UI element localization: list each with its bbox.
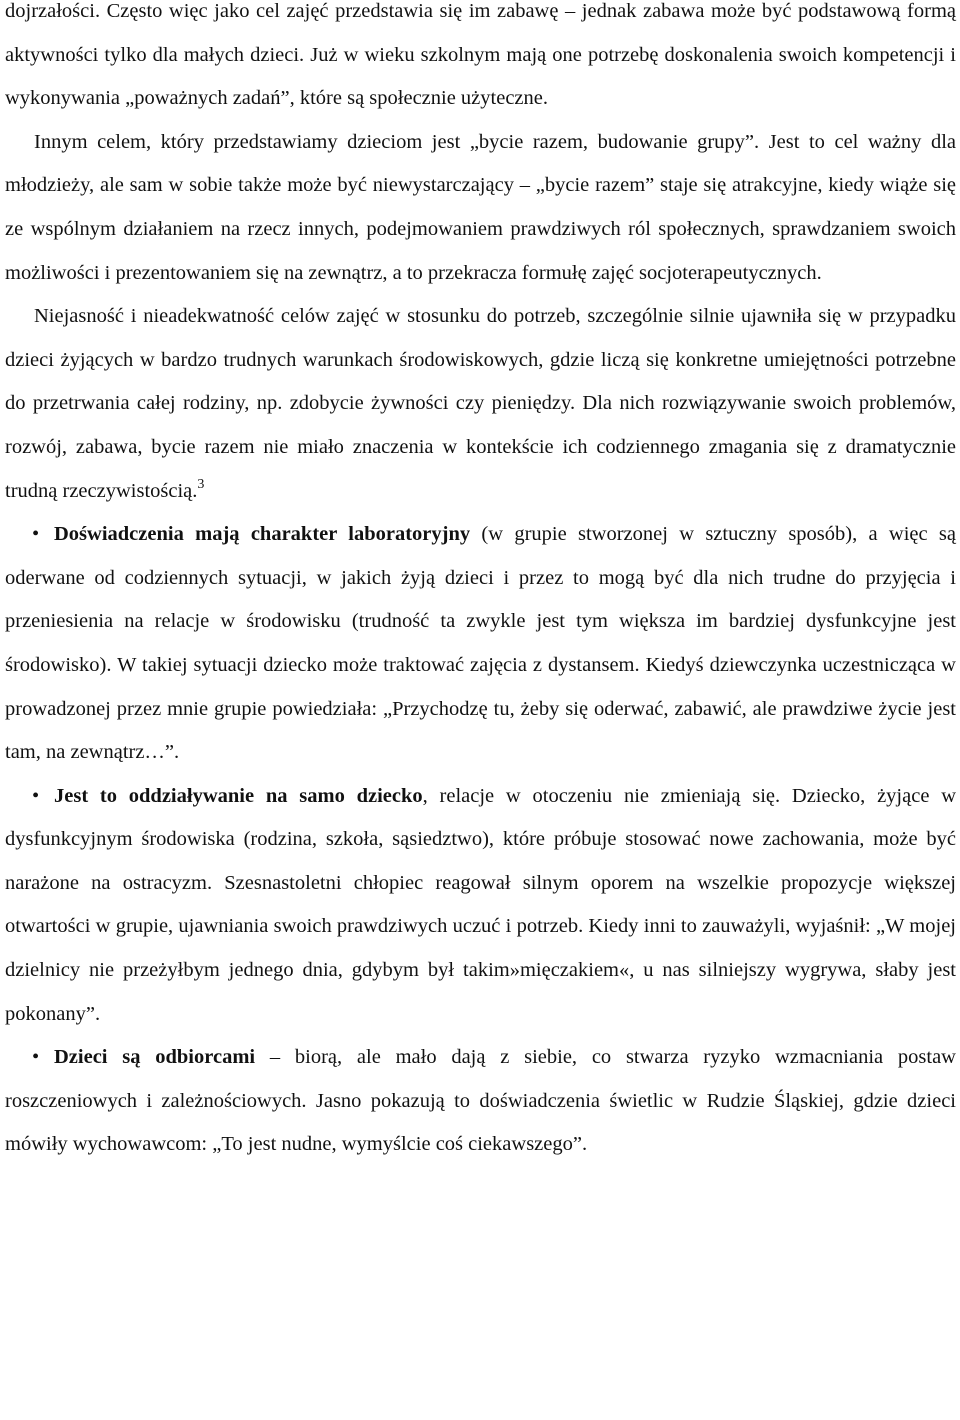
paragraph-goal-inadequacy: [5, 295, 956, 513]
bullet-item-recipients-text: – biorą, ale mało dają z siebie, co stwarza ryzyko wzmacniania postaw roszczeniowych i zależnościowych. Jasno pokazują to doświadczenia świetlic w Rudzie Śląskiej, gdzie dzieci mówiły wychowawcom: „To jest nudne, wymyślcie coś ciekawszego”.: [5, 1046, 956, 1156]
paragraph-continuation: dojrzałości. Często więc jako cel zajęć przedstawia się im zabawę – jednak zabawa może być podstawową formą aktywności tylko dla małych dzieci. Już w wieku szkolnym mają one potrzebę doskonalenia swoich kompetencji i wykonywania „poważnych zadań”, które są społecznie użyteczne.: [5, 0, 956, 110]
bullet-item-child-only: [5, 775, 956, 1037]
bullet-item-recipients-heading: Dzieci są odbiorcami: [54, 1046, 256, 1069]
bullet-item-laboratory-text: (w grupie stworzonej w sztuczny sposób), a więc są oderwane od codziennych sytuacji, w jakich żyją dzieci i przez to mogą być dla nich trudne do przyjęcia i przeniesienia na relacje w środowisku (trudność ta zwykle jest tym większa im bardziej dysfunkcyjne jest środowisko). W takiej sytuacji dziecko może traktować zajęcia z dystansem. Kiedyś dziewczynka uczestnicząca w prowadzonej przez mnie grupie powiedziała: „Przychodzę tu, żeby się oderwać, zabawić, ale prawdziwe życie jest tam, na zewnątrz…”.: [5, 523, 956, 764]
bullet-item-laboratory-heading: Doświadczenia mają charakter laboratoryjny: [54, 523, 471, 546]
bullet-item-child-only-heading: Jest to oddziaływanie na samo dziecko: [54, 784, 423, 807]
bullet-item-child-only-text: , relacje w otoczeniu nie zmieniają się. Dziecko, żyjące w dysfunkcyjnym środowiska (rodzina, szkoła, sąsiedztwo), które próbuje stosować nowe zachowania, może być narażone na ostracyzm. Szesnastoletni chłopiec reagował silnym oporem na wszelkie propozycje większej otwartości w grupie, ujawniania swoich prawdziwych uczuć i potrzeb. Kiedy inni to zauważyli, wyjaśnił: „W mojej dzielnicy nie przeżyłbym jednego dnia, gdybym był takim»mięczakiem«, u nas silniejszy wygrywa, słaby jest pokonany”.: [5, 784, 956, 1025]
bullet-item-recipients: [5, 1036, 956, 1167]
paragraph-goal-inadequacy-text: Niejasność i nieadekwatność celów zajęć w stosunku do potrzeb, szczególnie silnie ujawniła się w przypadku dzieci żyjących w bardzo trudnych warunkach środowiskowych, gdzie liczą się konkretne umiejętności potrzebne do przetrwania całej rodziny, np. zdobycie żywności czy pieniędzy. Dla nich rozwiązywanie swoich problemów, rozwój, zabawa, bycie razem nie miało znaczenia w kontekście ich codziennego zmagania się z dramatycznie trudną rzeczywistością.: [5, 305, 956, 502]
footnote-reference: 3: [197, 476, 205, 492]
paragraph-group-goal: Innym celem, który przedstawiamy dzieciom jest „bycie razem, budowanie grupy”. Jest to cel ważny dla młodzieży, ale sam w sobie także może być niewystarczający – „bycie razem” staje się atrakcyjne, kiedy wiąże się ze wspólnym działaniem na rzecz innych, podejmowaniem prawdziwych ról społecznych, sprawdzaniem swoich możliwości i prezentowaniem się na zewnątrz, a to przekracza formułę zajęć socjoterapeutycznych.: [5, 130, 956, 284]
bullet-item-laboratory: [5, 513, 956, 775]
